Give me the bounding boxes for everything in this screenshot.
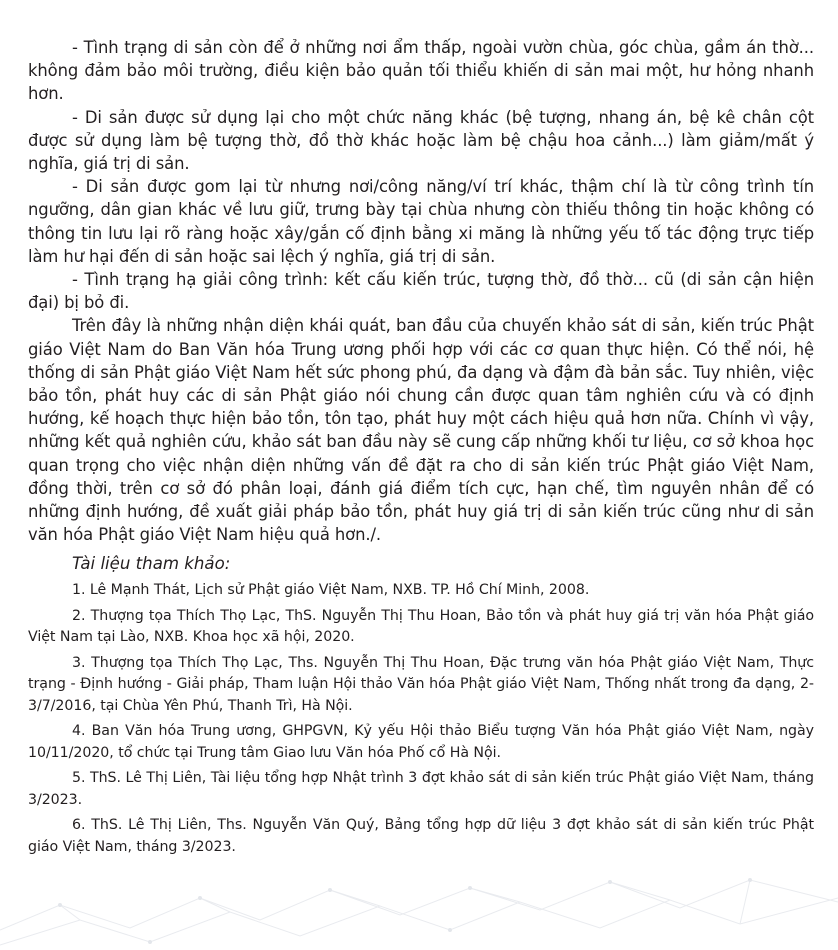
reference-item-2: 2. Thượng tọa Thích Thọ Lạc, ThS. Nguyễn Thị Thu Hoan, Bảo tồn và phát huy giá trị văn hóa Phật giáo Việt Nam tại Lào, NXB. Khoa học xã hội, 2020. [28,607,814,646]
paragraph-1: - Tình trạng di sản còn để ở những nơi ẩm thấp, ngoài vườn chùa, góc chùa, gầm án thờ... không đảm bảo môi trường, điều kiện bảo quản tối thiểu khiến di sản mai một, hư hỏng nhanh hơn. [28,38,814,104]
references-list [28,580,814,858]
reference-item-4: 4. Ban Văn hóa Trung ương, GHPGVN, Kỷ yếu Hội thảo Biểu tượng Văn hóa Phật giáo Việt Nam, ngày 10/11/2020, tổ chức tại Trung tâm Giao lưu Văn hóa Phố cổ Hà Nội. [28,723,814,761]
paragraph-5: Trên đây là những nhận diện khái quát, ban đầu của chuyến khảo sát di sản, kiến trúc Phật giáo Việt Nam do Ban Văn hóa Trung ương phối hợp với các cơ quan thực hiện. Có thể nói, hệ thống di sản Phật giáo Việt Nam hết sức phong phú, đa dạng và đậm đà bản sắc. Tuy nhiên, việc bảo tồn, phát huy các di sản Phật giáo nói chung cần được quan tâm nghiên cứu và có định hướng, kế hoạch thực hiện bảo tồn, tôn tạo, phát huy một cách hiệu quả hơn nữa. Chính vì vậy, những kết quả nghiên cứu, khảo sát ban đầu này sẽ cung cấp những khối tư liệu, cơ sở khoa học quan trọng cho việc nhận diện những vấn đề đặt ra cho di sản kiến trúc Phật giáo Việt Nam, đồng thời, trên cơ sở đó phân loại, đánh giá điểm tích cực, hạn chế, tìm nguyên nhân để có những định hướng, đề xuất giải pháp bảo tồn, phát huy giá trị di sản kiến trúc cũng như di sản văn hóa Phật giáo Việt Nam hiệu quả hơn./. [28,316,814,545]
paragraph-2: - Di sản được sử dụng lại cho một chức năng khác (bệ tượng, nhang án, bệ kê chân cột được sử dụng làm bệ tượng thờ, đồ thờ khác hoặc làm bệ chậu hoa cảnh...) làm giảm/mất ý nghĩa, giá trị di sản. [28,107,814,174]
reference-item-5: 5. ThS. Lê Thị Liên, Tài liệu tổng hợp Nhật trình 3 đợt khảo sát di sản kiến trúc Phật giáo Việt Nam, tháng 3/2023. [28,770,814,808]
document-page [28,36,814,862]
reference-item-6: 6. ThS. Lê Thị Liên, Ths. Nguyễn Văn Quý, Bảng tổng hợp dữ liệu 3 đợt khảo sát di sản kiến trúc Phật giáo Việt Nam, tháng 3/2023. [28,817,814,855]
paragraph-4: - Tình trạng hạ giải công trình: kết cấu kiến trúc, tượng thờ, đồ thờ... cũ (di sản cận hiện đại) bị bỏ đi. [28,270,814,313]
body-text [28,36,814,546]
references-heading: Tài liệu tham khảo: [72,554,231,574]
reference-item-1: 1. Lê Mạnh Thát, Lịch sử Phật giáo Việt Nam, NXB. TP. Hồ Chí Minh, 2008. [72,582,590,599]
reference-item-3: 3. Thượng tọa Thích Thọ Lạc, Ths. Nguyễn Thị Thu Hoan, Đặc trưng văn hóa Phật giáo Việt Nam, Thực trạng - Định hướng - Giải pháp, Tham luận Hội thảo Văn hóa Phật giáo Việt Nam, Thống nhất trong đa dạng, 2-3/7/2016, tại Chùa Yên Phú, Thanh Trì, Hà Nội. [28,654,814,714]
paragraph-3: - Di sản được gom lại từ nhưng nơi/công năng/ví trí khác, thậm chí là từ công trình tín ngưỡng, dân gian khác về lưu giữ, trưng bày tại chùa nhưng còn thiếu thông tin hoặc không có thông tin lưu lại rõ ràng hoặc xây/gắn cố định bằng xi măng là những yếu tố tác động trực tiếp làm hư hại đến di sản hoặc sai lệch ý nghĩa, giá trị di sản. [28,177,814,266]
